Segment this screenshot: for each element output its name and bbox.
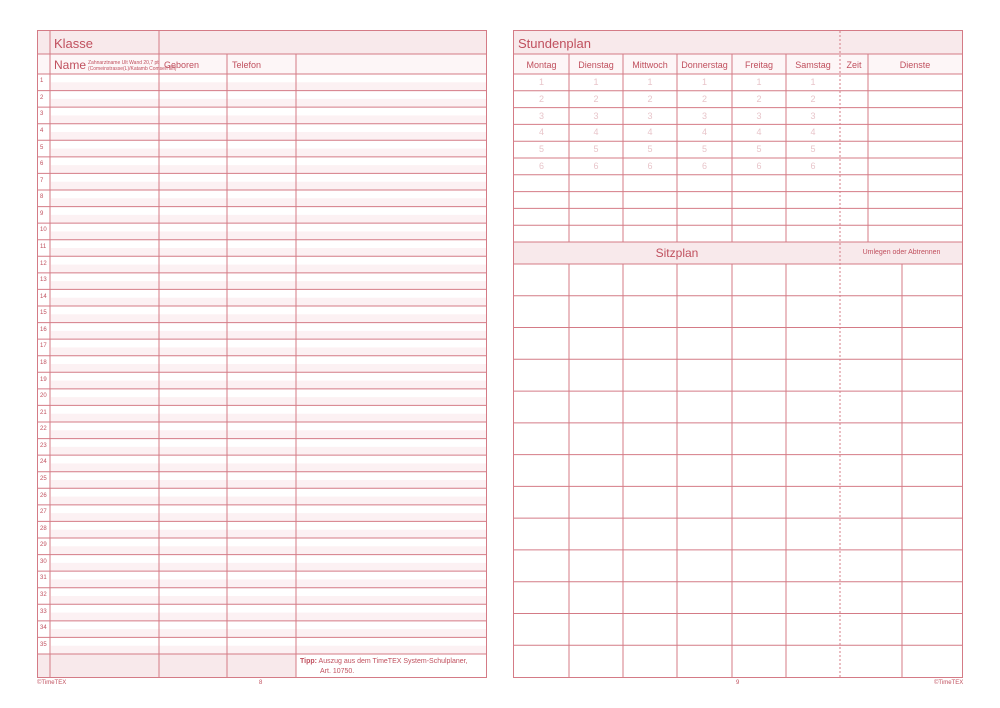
period-number: 5	[593, 144, 599, 155]
tip-text-2: Art. 10750.	[320, 668, 355, 675]
period-number: 3	[647, 110, 653, 121]
row-number: 20	[40, 393, 47, 400]
row-stripe	[51, 480, 486, 488]
day-header: Samstag	[795, 60, 831, 70]
period-number: 6	[756, 161, 762, 171]
row-number: 1	[40, 78, 44, 85]
row-stripe	[51, 546, 486, 554]
row-number: 10	[40, 227, 47, 234]
row-number: 16	[40, 326, 47, 333]
row-number: 2	[40, 94, 44, 101]
period-number: 4	[810, 127, 816, 138]
row-stripe	[51, 347, 486, 355]
row-stripe	[51, 497, 486, 505]
row-stripe	[51, 513, 486, 521]
geboren-column-header: Geboren	[164, 60, 200, 70]
period-number: 1	[538, 77, 544, 87]
row-stripe	[51, 298, 486, 306]
row-number: 5	[40, 144, 44, 151]
period-number: 2	[538, 93, 544, 104]
row-number: 31	[40, 575, 47, 582]
period-number: 5	[701, 144, 707, 155]
period-number: 2	[810, 93, 816, 104]
copyright-left: ©TimeTEX	[37, 680, 67, 686]
period-number: 6	[647, 161, 653, 171]
row-stripe	[51, 265, 486, 273]
day-header: Montag	[526, 60, 557, 70]
sitzplan-title: Sitzplan	[655, 246, 699, 260]
period-number: 6	[538, 161, 544, 171]
class-title: Klasse	[54, 36, 94, 51]
period-number: 1	[756, 77, 762, 87]
row-stripe	[51, 364, 486, 372]
day-header: Mittwoch	[632, 60, 668, 70]
row-stripe	[51, 314, 486, 322]
row-number: 8	[40, 194, 44, 201]
row-stripe	[51, 132, 486, 140]
period-number: 1	[647, 77, 653, 87]
row-number: 35	[40, 641, 47, 648]
period-number: 1	[701, 77, 707, 87]
period-number: 6	[701, 161, 707, 171]
period-number: 1	[593, 77, 599, 87]
row-stripe	[51, 463, 486, 471]
row-stripe	[51, 182, 486, 190]
row-number: 30	[40, 558, 47, 565]
row-number: 21	[40, 409, 47, 416]
period-number: 3	[810, 110, 816, 121]
row-stripe	[51, 613, 486, 621]
row-number: 17	[40, 343, 47, 350]
row-stripe	[51, 248, 486, 256]
row-number: 26	[40, 492, 47, 499]
period-number: 4	[647, 127, 653, 138]
copyright-right: ©TimeTEX	[934, 680, 964, 686]
row-stripe	[51, 596, 486, 604]
row-number: 12	[40, 260, 47, 267]
row-stripe	[51, 447, 486, 455]
period-number: 2	[593, 93, 599, 104]
row-stripe	[51, 530, 486, 538]
row-number: 14	[40, 293, 47, 300]
row-number: 28	[40, 525, 47, 532]
zeit-header: Zeit	[846, 60, 862, 70]
row-stripe	[51, 149, 486, 157]
row-number: 18	[40, 360, 47, 366]
row-stripe	[51, 281, 486, 289]
period-number: 6	[593, 161, 599, 171]
row-number: 3	[40, 111, 44, 118]
row-stripe	[51, 99, 486, 107]
period-number: 4	[593, 127, 599, 138]
dienste-header: Dienste	[899, 60, 931, 70]
period-number: 4	[538, 127, 544, 138]
row-stripe	[51, 115, 486, 123]
row-stripe	[51, 231, 486, 239]
period-number: 2	[647, 93, 653, 104]
row-number: 4	[40, 128, 44, 134]
row-number: 25	[40, 476, 47, 482]
row-number: 6	[40, 161, 44, 168]
row-number: 13	[40, 277, 47, 284]
row-stripe	[51, 165, 486, 173]
row-number: 34	[40, 625, 47, 632]
row-stripe	[51, 331, 486, 339]
row-number: 22	[40, 426, 47, 433]
period-number: 3	[538, 110, 544, 121]
period-number: 5	[810, 144, 816, 155]
period-number: 4	[756, 127, 762, 138]
row-stripe	[51, 646, 486, 654]
period-number: 1	[810, 77, 816, 87]
period-number: 3	[756, 110, 762, 121]
day-header: Dienstag	[578, 60, 614, 70]
telefon-column-header: Telefon	[232, 60, 262, 70]
row-stripe	[51, 414, 486, 422]
tip-note	[300, 657, 468, 677]
row-number: 33	[40, 608, 47, 615]
day-header: Donnerstag	[681, 60, 728, 70]
row-number: 15	[40, 310, 47, 317]
row-number: 9	[40, 210, 44, 217]
row-stripe	[51, 381, 486, 389]
row-number: 24	[40, 459, 47, 466]
row-stripe	[51, 430, 486, 438]
period-number: 2	[756, 93, 762, 104]
day-header: Freitag	[744, 60, 773, 70]
name-sublabel-1: Zahnarztname Ult Wand 20,7 pt	[88, 60, 159, 66]
row-number: 29	[40, 542, 47, 549]
row-number: 19	[40, 376, 47, 383]
row-number: 32	[40, 592, 47, 598]
row-stripe	[51, 563, 486, 571]
period-number: 5	[538, 144, 544, 155]
period-number: 5	[756, 144, 762, 155]
row-stripe	[51, 629, 486, 637]
row-stripe	[51, 397, 486, 405]
row-stripe	[51, 579, 486, 587]
row-stripe	[51, 82, 486, 90]
row-number: 23	[40, 442, 47, 449]
period-number: 3	[701, 110, 707, 121]
period-number: 6	[810, 161, 816, 171]
page-number-left: 8	[259, 680, 263, 686]
period-number: 3	[593, 110, 599, 121]
tip-label: Tipp:	[300, 658, 317, 665]
tip-text-1: Auszug aus dem TimeTEX System-Schulplaner,	[318, 658, 468, 665]
timetable-title: Stundenplan	[518, 36, 592, 51]
name-column-header: Name	[54, 58, 87, 72]
name-sublabel-2: (Comeinstrasse(L)/Katamb Comse/Hilfi)	[88, 66, 177, 72]
row-number: 11	[40, 244, 47, 250]
row-stripe	[51, 198, 486, 206]
period-number: 2	[701, 93, 707, 104]
sitzplan-note: Umlegen oder Abtrennen	[862, 249, 941, 256]
row-number: 7	[40, 177, 44, 184]
period-number: 5	[647, 144, 653, 155]
row-number: 27	[40, 509, 47, 516]
row-stripe	[51, 215, 486, 223]
period-number: 4	[701, 127, 707, 138]
page-number-right: 9	[736, 680, 740, 686]
